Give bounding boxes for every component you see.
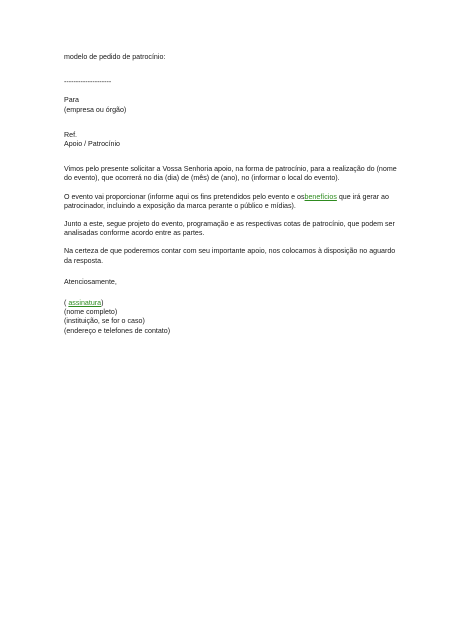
closing-salutation: Atenciosamente,: [64, 277, 117, 286]
signature-contact: (endereço e telefones de contato): [64, 326, 171, 335]
paragraph-benefits-start: O evento vai proporcionar (informe aqui os fins pretendidos pelo evento e os: [64, 192, 305, 201]
paragraph-project: Junto a este, segue projeto do evento, programação e as respectivas cotas de patrocínio, que podem ser analisadas conforme acordo entre as partes.: [64, 220, 395, 238]
document-title: modelo de pedido de patrocínio:: [64, 53, 166, 61]
signature-name: (nome completo): [64, 308, 118, 317]
paragraph-request: Vimos pelo presente solicitar a Vossa Senhoria apoio, na forma de patrocínio, para a realização do (nome do evento), que ocorrerá no dia (dia) de (mês) de (ano), no (informar o local do evento).: [64, 165, 397, 183]
paragraph-benefits-end: que irá gerar ao patrocinador, incluindo a exposição da marca perante o público e mídias).: [64, 192, 389, 210]
signature-line: [64, 299, 404, 308]
signature-close-paren: ): [101, 299, 104, 308]
signature-link[interactable]: assinatura: [68, 299, 102, 308]
recipient-label: Para: [64, 96, 79, 105]
letter-body: [64, 53, 404, 336]
reference-subject: Apoio / Patrocínio: [64, 140, 120, 149]
recipient-detail: (empresa ou órgão): [64, 105, 127, 114]
reference-label: Ref.: [64, 130, 78, 139]
separator-line: --------------------: [64, 78, 112, 87]
signature-institution: (instituição, se for o caso): [64, 317, 145, 326]
paragraph-closing-remark: Na certeza de que poderemos contar com seu importante apoio, nos colocamos à disposição no aguardo da resposta.: [64, 247, 396, 265]
benefits-link[interactable]: benefícios: [304, 192, 337, 201]
paragraph-benefits: [64, 193, 404, 211]
signature-open-paren: (: [64, 299, 69, 308]
